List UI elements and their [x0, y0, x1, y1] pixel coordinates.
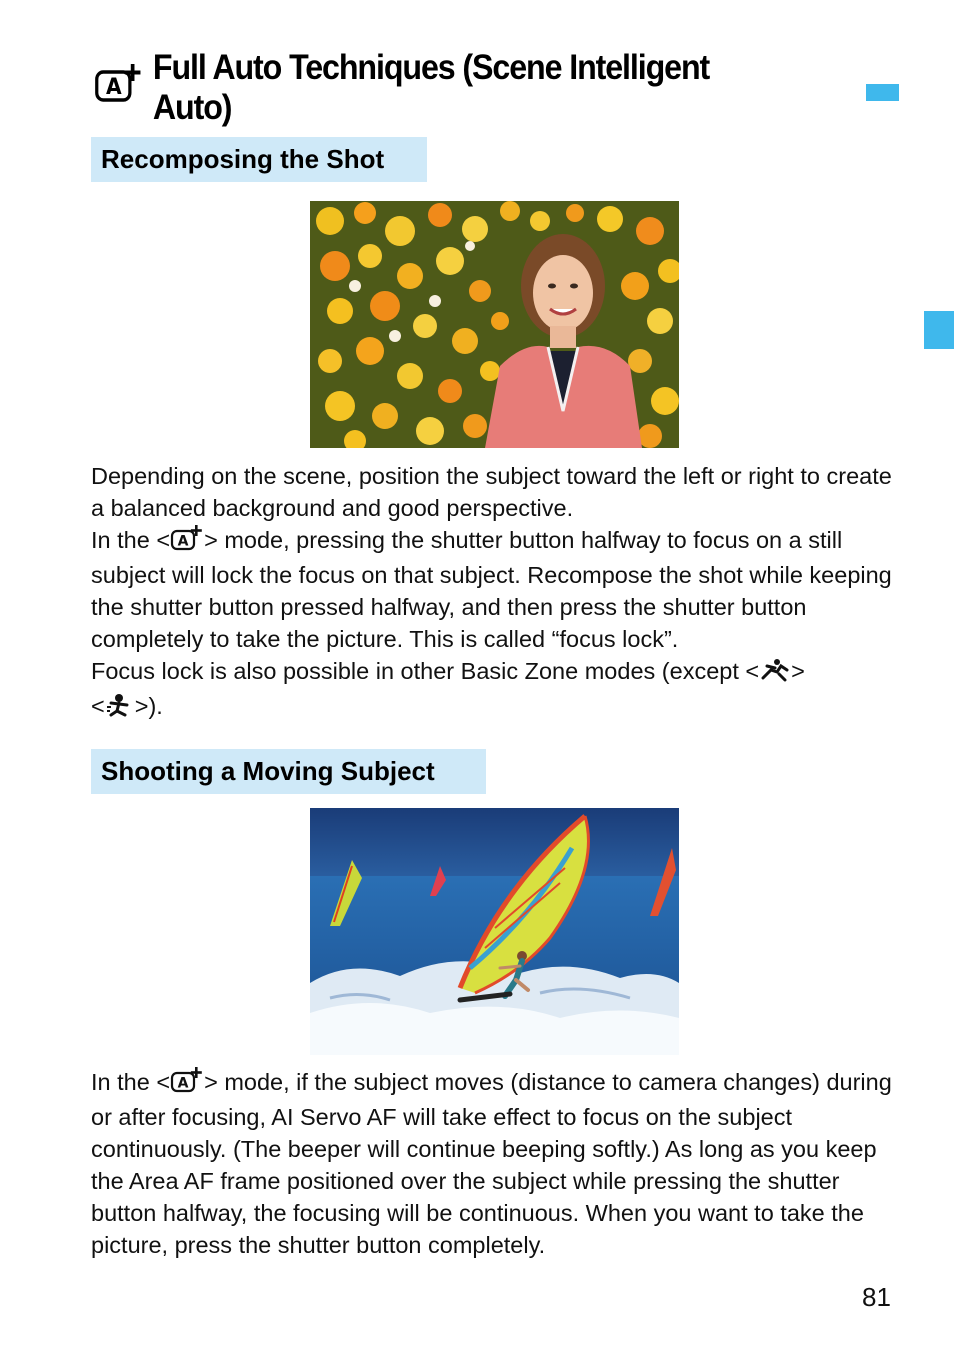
- svg-text:A: A: [177, 1075, 189, 1092]
- scene-intelligent-auto-icon: [170, 1067, 204, 1101]
- paragraph: In the < A > mode, pressing the shutter button halfway to focus on a still subject will lock the focus on that subject. Recompose the shot while keeping the shutter button pressed halfway, and then press the shutter button completely to take the picture. This is called “focus lock”.: [91, 527, 892, 652]
- page-number: 81: [862, 1282, 891, 1312]
- page-title: [94, 48, 793, 127]
- svg-text:A: A: [177, 533, 189, 550]
- scene-intelligent-auto-icon: [94, 63, 144, 114]
- section-heading-text: Recomposing the Shot: [101, 144, 385, 174]
- paragraph: Depending on the scene, position the subject toward the left or right to create a balanced background and good perspective.: [91, 463, 892, 521]
- scene-intelligent-auto-icon: [170, 525, 204, 559]
- svg-text:A: A: [106, 72, 121, 99]
- section2-text: [91, 1066, 911, 1261]
- section1-text: [91, 460, 911, 725]
- paragraph: In the < A > mode, if the subject moves (distance to camera changes) during or after focusing, AI Servo AF will take effect to focus on the subject continuously. (The beeper will continue beeping softly.) As long as you keep the Area AF frame positioned over the subject while pressing the shutter button halfway, the focusing will be continuous. When you want to take the picture, press the shutter button completely.: [91, 1069, 892, 1258]
- section-heading-moving-subject: [91, 749, 486, 794]
- sports-mode-icon: [759, 658, 791, 690]
- kids-mode-icon: [105, 693, 135, 725]
- windsurfer-photo: [310, 808, 679, 1055]
- portrait-woman-flowers-photo: [310, 201, 679, 448]
- section-heading-text: Shooting a Moving Subject: [101, 756, 435, 786]
- paragraph: Focus lock is also possible in other Basic Zone modes (except < > < >).: [91, 655, 911, 725]
- title-accent-bar: [866, 84, 899, 101]
- page-title-text: Full Auto Techniques (Scene Intelligent Auto): [152, 48, 710, 127]
- section-heading-recomposing: [91, 137, 427, 182]
- chapter-side-tab: [924, 311, 954, 349]
